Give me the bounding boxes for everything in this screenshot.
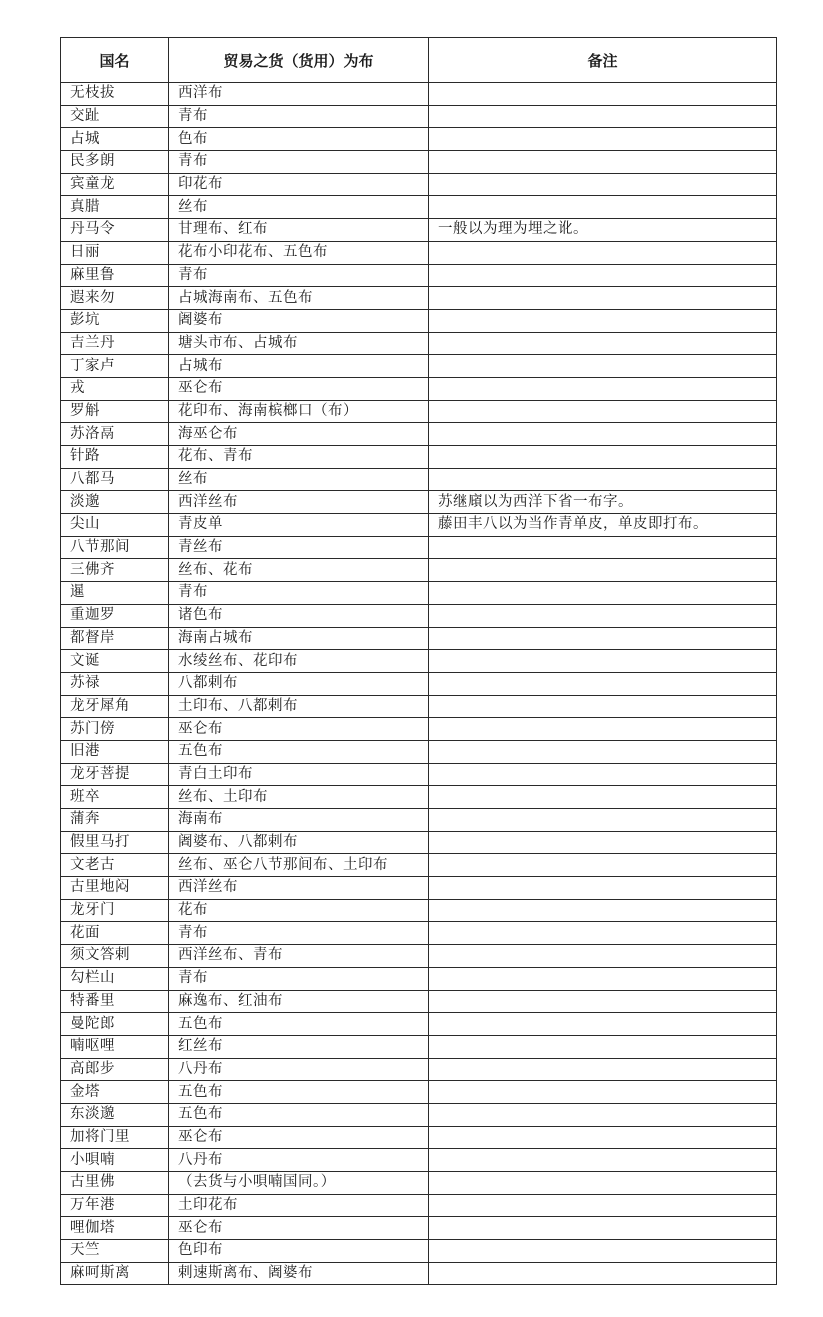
cell-trade-goods: 丝布、土印布 xyxy=(169,786,429,809)
cell-country: 加将门里 xyxy=(61,1126,169,1149)
table-row xyxy=(61,1126,777,1149)
cell-country: 占城 xyxy=(61,128,169,151)
table-row xyxy=(61,1103,777,1126)
table-row xyxy=(61,264,777,287)
cell-country: 重迦罗 xyxy=(61,604,169,627)
cell-remarks xyxy=(429,967,777,990)
cell-country: 都督岸 xyxy=(61,627,169,650)
cell-trade-goods: 丝布 xyxy=(169,196,429,219)
cell-trade-goods: 八都剌布 xyxy=(169,672,429,695)
cell-remarks xyxy=(429,377,777,400)
cell-country: 尖山 xyxy=(61,514,169,537)
cell-country: 日丽 xyxy=(61,241,169,264)
cell-trade-goods: 海南布 xyxy=(169,809,429,832)
cell-remarks xyxy=(429,1262,777,1285)
cell-country: 旧港 xyxy=(61,740,169,763)
cell-country: 遐来勿 xyxy=(61,287,169,310)
cell-country: 民多朗 xyxy=(61,151,169,174)
table-row xyxy=(61,1217,777,1240)
table-row xyxy=(61,967,777,990)
cell-country: 交趾 xyxy=(61,105,169,128)
cell-country: 暹 xyxy=(61,582,169,605)
cell-remarks xyxy=(429,899,777,922)
cell-trade-goods: 青布 xyxy=(169,922,429,945)
cell-remarks xyxy=(429,151,777,174)
cell-country: 古里地闷 xyxy=(61,877,169,900)
cell-remarks xyxy=(429,536,777,559)
table-row xyxy=(61,922,777,945)
table-row xyxy=(61,151,777,174)
cell-trade-goods: 花印布、海南槟榔口（布） xyxy=(169,400,429,423)
cell-country: 苏门傍 xyxy=(61,718,169,741)
cell-country: 三佛齐 xyxy=(61,559,169,582)
cell-trade-goods: （去货与小唄喃国同。） xyxy=(169,1172,429,1195)
cell-trade-goods: 占城海南布、五色布 xyxy=(169,287,429,310)
cell-remarks xyxy=(429,718,777,741)
cell-trade-goods: 色印布 xyxy=(169,1240,429,1263)
cell-country: 苏禄 xyxy=(61,672,169,695)
cell-country: 文老古 xyxy=(61,854,169,877)
cell-country: 金塔 xyxy=(61,1081,169,1104)
cell-remarks xyxy=(429,1217,777,1240)
cell-trade-goods: 西洋布 xyxy=(169,83,429,106)
table-row xyxy=(61,763,777,786)
cell-country: 八节那间 xyxy=(61,536,169,559)
cell-trade-goods: 占城布 xyxy=(169,355,429,378)
cell-country: 小唄喃 xyxy=(61,1149,169,1172)
cell-country: 苏洛鬲 xyxy=(61,423,169,446)
cell-country: 针路 xyxy=(61,446,169,469)
cell-remarks xyxy=(429,559,777,582)
cell-remarks xyxy=(429,1103,777,1126)
cell-trade-goods: 西洋丝布 xyxy=(169,491,429,514)
cell-remarks xyxy=(429,1035,777,1058)
cell-trade-goods: 西洋丝布、青布 xyxy=(169,945,429,968)
cell-trade-goods: 青布 xyxy=(169,105,429,128)
cell-remarks xyxy=(429,1081,777,1104)
cell-remarks xyxy=(429,740,777,763)
table-row xyxy=(61,105,777,128)
table-row xyxy=(61,468,777,491)
cell-trade-goods: 巫仑布 xyxy=(169,718,429,741)
table-row xyxy=(61,128,777,151)
cell-remarks xyxy=(429,809,777,832)
cell-country: 麻呵斯离 xyxy=(61,1262,169,1285)
cell-remarks xyxy=(429,695,777,718)
cell-country: 假里马打 xyxy=(61,831,169,854)
table-row xyxy=(61,287,777,310)
cell-trade-goods: 花布 xyxy=(169,899,429,922)
cell-remarks xyxy=(429,831,777,854)
cell-remarks xyxy=(429,309,777,332)
cell-country: 东淡邈 xyxy=(61,1103,169,1126)
cell-country: 彭坑 xyxy=(61,309,169,332)
cell-country: 戎 xyxy=(61,377,169,400)
cell-country: 文诞 xyxy=(61,650,169,673)
table-row xyxy=(61,1081,777,1104)
table-row xyxy=(61,377,777,400)
table-row xyxy=(61,559,777,582)
table-row xyxy=(61,1262,777,1285)
cell-country: 无枝拔 xyxy=(61,83,169,106)
cell-remarks: 一般以为理为埋之讹。 xyxy=(429,219,777,242)
cell-remarks xyxy=(429,650,777,673)
cell-trade-goods: 五色布 xyxy=(169,1103,429,1126)
cell-remarks xyxy=(429,604,777,627)
table-row xyxy=(61,355,777,378)
table-row xyxy=(61,945,777,968)
table-header xyxy=(61,38,777,83)
table-row xyxy=(61,604,777,627)
cell-remarks xyxy=(429,264,777,287)
cell-country: 龙牙犀角 xyxy=(61,695,169,718)
cell-remarks xyxy=(429,786,777,809)
cell-trade-goods: 五色布 xyxy=(169,1013,429,1036)
cell-trade-goods: 巫仑布 xyxy=(169,377,429,400)
table-row xyxy=(61,1013,777,1036)
header-remarks: 备注 xyxy=(429,38,777,83)
cell-remarks xyxy=(429,468,777,491)
table-row xyxy=(61,491,777,514)
cell-trade-goods: 阇婆布 xyxy=(169,309,429,332)
cell-trade-goods: 青皮单 xyxy=(169,514,429,537)
cell-trade-goods: 巫仑布 xyxy=(169,1126,429,1149)
header-trade-goods: 贸易之货（货用）为布 xyxy=(169,38,429,83)
cell-trade-goods: 色布 xyxy=(169,128,429,151)
table-row xyxy=(61,423,777,446)
table-row xyxy=(61,695,777,718)
table-row xyxy=(61,899,777,922)
cell-country: 吉兰丹 xyxy=(61,332,169,355)
cell-remarks xyxy=(429,990,777,1013)
cell-country: 龙牙门 xyxy=(61,899,169,922)
cell-trade-goods: 八丹布 xyxy=(169,1149,429,1172)
cell-country: 勾栏山 xyxy=(61,967,169,990)
cell-country: 花面 xyxy=(61,922,169,945)
cell-country: 万年港 xyxy=(61,1194,169,1217)
cell-trade-goods: 丝布、花布 xyxy=(169,559,429,582)
table-row xyxy=(61,990,777,1013)
cell-remarks xyxy=(429,1013,777,1036)
cell-remarks xyxy=(429,1058,777,1081)
cell-country: 八都马 xyxy=(61,468,169,491)
cell-country: 喃呕哩 xyxy=(61,1035,169,1058)
cell-trade-goods: 青布 xyxy=(169,582,429,605)
trade-cloth-table xyxy=(60,37,777,1285)
cell-trade-goods: 印花布 xyxy=(169,173,429,196)
cell-trade-goods: 丝布 xyxy=(169,468,429,491)
table-row xyxy=(61,582,777,605)
cell-remarks xyxy=(429,196,777,219)
cell-remarks xyxy=(429,105,777,128)
cell-remarks xyxy=(429,400,777,423)
table-row xyxy=(61,219,777,242)
cell-remarks xyxy=(429,627,777,650)
cell-trade-goods: 青布 xyxy=(169,967,429,990)
cell-trade-goods: 八丹布 xyxy=(169,1058,429,1081)
cell-country: 高郎步 xyxy=(61,1058,169,1081)
table-row xyxy=(61,514,777,537)
cell-trade-goods: 花布小印花布、五色布 xyxy=(169,241,429,264)
table-row xyxy=(61,196,777,219)
cell-remarks xyxy=(429,241,777,264)
table-row xyxy=(61,1058,777,1081)
cell-country: 淡邈 xyxy=(61,491,169,514)
cell-country: 班卒 xyxy=(61,786,169,809)
cell-remarks xyxy=(429,1240,777,1263)
table-row xyxy=(61,672,777,695)
cell-remarks xyxy=(429,763,777,786)
table-row xyxy=(61,536,777,559)
cell-remarks xyxy=(429,355,777,378)
cell-country: 麻里鲁 xyxy=(61,264,169,287)
cell-remarks xyxy=(429,877,777,900)
table-row xyxy=(61,1172,777,1195)
cell-trade-goods: 甘理布、红布 xyxy=(169,219,429,242)
table-row xyxy=(61,740,777,763)
cell-trade-goods: 水绫丝布、花印布 xyxy=(169,650,429,673)
table-row xyxy=(61,786,777,809)
cell-trade-goods: 五色布 xyxy=(169,740,429,763)
cell-trade-goods: 青布 xyxy=(169,264,429,287)
cell-remarks xyxy=(429,582,777,605)
cell-remarks xyxy=(429,128,777,151)
cell-country: 罗斛 xyxy=(61,400,169,423)
cell-remarks xyxy=(429,332,777,355)
cell-remarks xyxy=(429,423,777,446)
table-row xyxy=(61,854,777,877)
cell-country: 真腊 xyxy=(61,196,169,219)
table-row xyxy=(61,809,777,832)
cell-country: 曼陀郎 xyxy=(61,1013,169,1036)
table-row xyxy=(61,1194,777,1217)
table-row xyxy=(61,400,777,423)
cell-country: 特番里 xyxy=(61,990,169,1013)
cell-country: 龙牙菩提 xyxy=(61,763,169,786)
table-row xyxy=(61,1035,777,1058)
cell-trade-goods: 巫仑布 xyxy=(169,1217,429,1240)
cell-remarks xyxy=(429,287,777,310)
table-row xyxy=(61,173,777,196)
cell-trade-goods: 五色布 xyxy=(169,1081,429,1104)
table-row xyxy=(61,309,777,332)
cell-country: 天竺 xyxy=(61,1240,169,1263)
cell-remarks xyxy=(429,446,777,469)
cell-remarks xyxy=(429,1126,777,1149)
cell-trade-goods: 土印布、八都剌布 xyxy=(169,695,429,718)
table-row xyxy=(61,1149,777,1172)
cell-trade-goods: 红丝布 xyxy=(169,1035,429,1058)
cell-country: 丁家卢 xyxy=(61,355,169,378)
table-row xyxy=(61,241,777,264)
cell-remarks xyxy=(429,945,777,968)
cell-country: 古里佛 xyxy=(61,1172,169,1195)
table-row xyxy=(61,446,777,469)
table-row xyxy=(61,650,777,673)
table-row xyxy=(61,877,777,900)
cell-remarks: 藤田丰八以为当作青单皮，单皮即打布。 xyxy=(429,514,777,537)
cell-country: 宾童龙 xyxy=(61,173,169,196)
header-row xyxy=(61,38,777,83)
cell-country: 哩伽塔 xyxy=(61,1217,169,1240)
cell-country: 丹马令 xyxy=(61,219,169,242)
cell-trade-goods: 西洋丝布 xyxy=(169,877,429,900)
table-row xyxy=(61,83,777,106)
table-row xyxy=(61,627,777,650)
cell-trade-goods: 丝布、巫仑八节那间布、土印布 xyxy=(169,854,429,877)
cell-trade-goods: 青丝布 xyxy=(169,536,429,559)
cell-remarks xyxy=(429,854,777,877)
header-country: 国名 xyxy=(61,38,169,83)
cell-trade-goods: 塘头市布、占城布 xyxy=(169,332,429,355)
table-row xyxy=(61,332,777,355)
cell-trade-goods: 海南占城布 xyxy=(169,627,429,650)
table-row xyxy=(61,1240,777,1263)
cell-remarks xyxy=(429,1194,777,1217)
cell-remarks xyxy=(429,83,777,106)
cell-trade-goods: 剌速斯离布、阇婆布 xyxy=(169,1262,429,1285)
cell-trade-goods: 青白土印布 xyxy=(169,763,429,786)
cell-country: 蒲奔 xyxy=(61,809,169,832)
table-row xyxy=(61,831,777,854)
cell-country: 须文答剌 xyxy=(61,945,169,968)
cell-remarks xyxy=(429,672,777,695)
cell-remarks xyxy=(429,173,777,196)
cell-remarks: 苏继廎以为西洋下省一布字。 xyxy=(429,491,777,514)
table-body xyxy=(61,83,777,1285)
cell-trade-goods: 土印花布 xyxy=(169,1194,429,1217)
cell-remarks xyxy=(429,1172,777,1195)
cell-trade-goods: 诸色布 xyxy=(169,604,429,627)
table-row xyxy=(61,718,777,741)
cell-trade-goods: 阇婆布、八都剌布 xyxy=(169,831,429,854)
cell-trade-goods: 青布 xyxy=(169,151,429,174)
cell-remarks xyxy=(429,1149,777,1172)
cell-remarks xyxy=(429,922,777,945)
cell-trade-goods: 花布、青布 xyxy=(169,446,429,469)
cell-trade-goods: 麻逸布、红油布 xyxy=(169,990,429,1013)
cell-trade-goods: 海巫仑布 xyxy=(169,423,429,446)
